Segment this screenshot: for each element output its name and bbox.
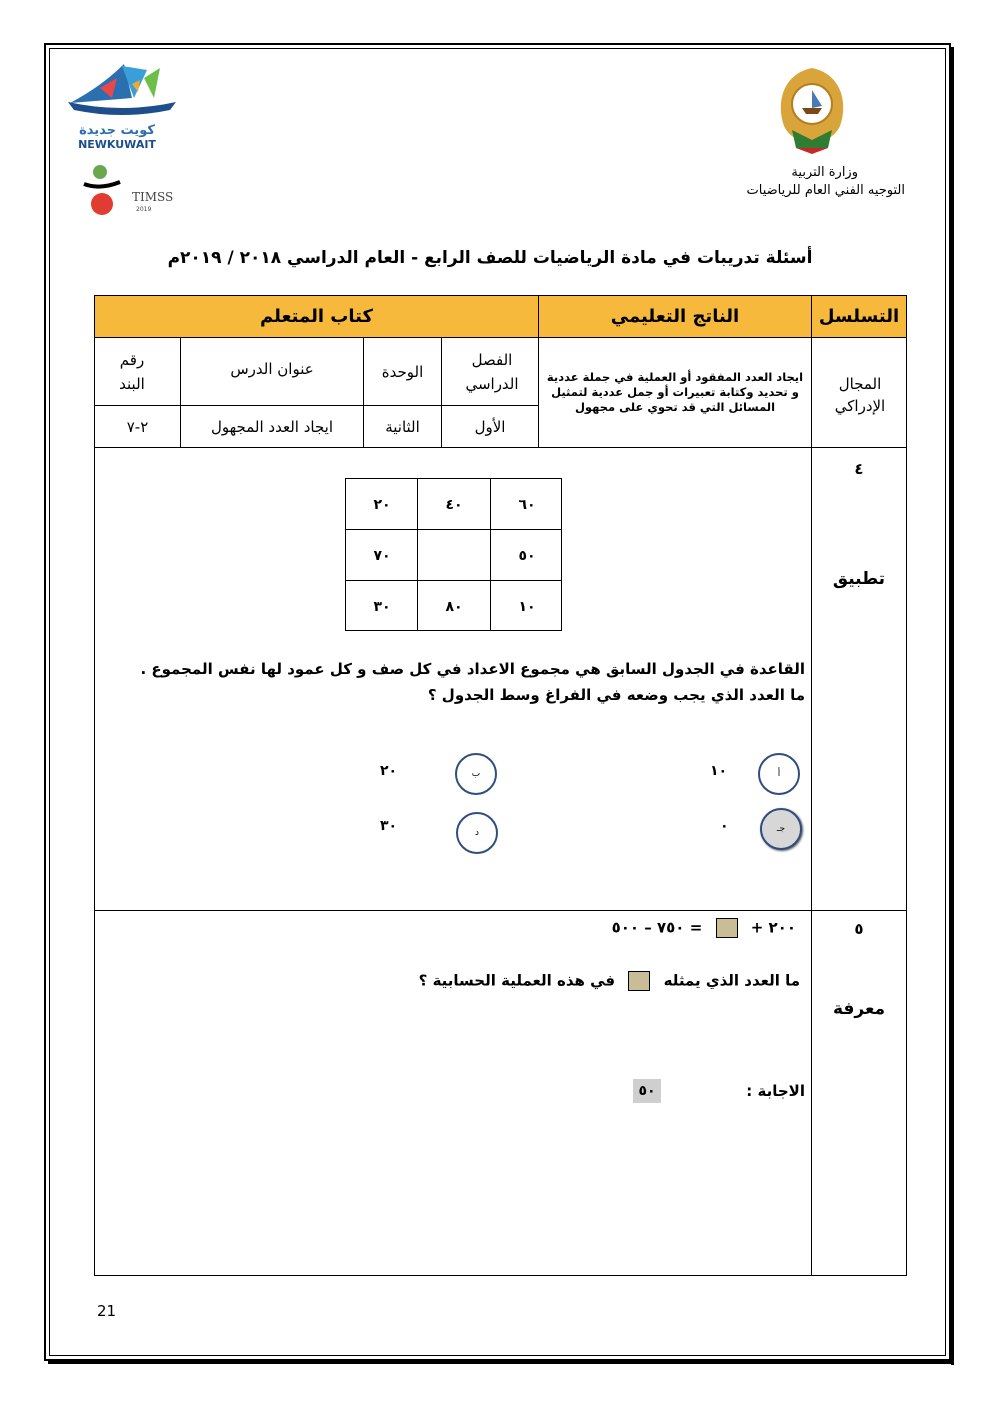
sum-grid-blank-cell [418, 530, 490, 581]
equation-left: ٢٠٠ + [750, 918, 796, 937]
choice-b-circle[interactable]: ب [455, 753, 497, 795]
sum-grid-cell: ٨٠ [445, 598, 463, 615]
frame-shadow-right [951, 47, 954, 1365]
sum-grid-cell: ٢٠ [373, 496, 391, 513]
sum-grid-cell: ٣٠ [373, 598, 391, 615]
choice-d-circle[interactable]: د [456, 812, 498, 854]
sum-grid-cell: ٦٠ [518, 496, 536, 513]
timss-figure-icon [80, 160, 130, 218]
new-kuwait-sail-icon [62, 58, 182, 120]
sum-grid-cell: ١٠ [518, 598, 536, 615]
item-value: ٢-٧ [126, 417, 149, 436]
table-line-q4-bottom [94, 910, 907, 911]
q4-text-line1: القاعدة في الجدول السابق هي مجموع الاعداد في كل صف و كل عمود لها نفس المجموع . [140, 660, 805, 678]
new-kuwait-arabic-text: كويت جديدة [79, 123, 155, 138]
header-sequence: التسلسل [818, 306, 900, 327]
choice-b-value: ٢٠ [380, 763, 398, 779]
table-line-sequence [811, 295, 812, 1276]
choice-c-circle[interactable]: جـ [760, 808, 802, 850]
timss-logo [80, 160, 180, 220]
q4-domain: تطبيق [832, 569, 886, 589]
choice-c-value: ٠ [720, 818, 729, 834]
q5-domain: معرفة [832, 999, 886, 1019]
answer-value: ٥٠ [633, 1079, 661, 1103]
header-outcome: الناتج التعليمي [610, 306, 740, 327]
q5-equation [536, 918, 796, 942]
q4-text-line2: ما العدد الذي يجب وضعه في الفراغ وسط الجدول ؟ [427, 686, 805, 704]
semester-value: الأول [474, 417, 506, 436]
q4-number: ٤ [854, 460, 864, 478]
q5-question-part1: ما العدد الذي يمثله [663, 971, 800, 990]
table-line-bottom [94, 1275, 907, 1276]
q5-number: ٥ [854, 920, 864, 938]
department-name: التوجيه الفني العام للرياضيات [746, 183, 905, 198]
kuwait-emblem [772, 64, 852, 156]
equation-right: = ٧٥٠ – ٥٠٠ [611, 918, 703, 937]
semester-label: الفصل الدراسي [465, 351, 519, 393]
unknown-box-icon [628, 971, 650, 991]
timss-year: 2019 [136, 206, 152, 213]
frame-shadow-bottom [48, 1361, 954, 1364]
new-kuwait-english-text: NEWKUWAIT [78, 138, 156, 151]
sum-grid-cell: ٥٠ [518, 547, 536, 564]
page-title: أسئلة تدريبات في مادة الرياضيات للصف الرابع - العام الدراسي ٢٠١٨ / ٢٠١٩م [167, 248, 813, 268]
lesson-value: ايجاد العدد المجهول [211, 417, 333, 436]
choice-a-circle[interactable]: أ [758, 753, 800, 795]
outcome-text: ايجاد العدد المفقود أو العملية في جملة عددية و تحديد وكتابة تعبيرات أو جمل عددية لتمثيل المسائل التي قد تحوي على مجهول [546, 369, 804, 414]
q5-question [380, 971, 800, 995]
choice-a-value: ١٠ [710, 763, 728, 779]
sum-grid-cell: ٧٠ [373, 547, 391, 564]
answer-label: الاجابة : [746, 1082, 805, 1100]
q5-question-part2: في هذه العملية الحسابية ؟ [418, 971, 616, 990]
table-line-info-bottom [94, 447, 907, 448]
new-kuwait-logo [62, 58, 182, 153]
lesson-label: عنوان الدرس [230, 360, 314, 378]
unit-label: الوحدة [381, 362, 424, 381]
kuwait-emblem-icon [772, 64, 852, 156]
header-book: كتاب المتعلم [260, 306, 373, 327]
cognitive-domain-label: المجال الإدراكي [834, 375, 886, 415]
timss-label: TIMSS [132, 190, 174, 204]
page-number: 21 [97, 1302, 117, 1320]
unit-value: الثانية [385, 417, 420, 436]
table-line-right [906, 295, 907, 1276]
choice-d-value: ٣٠ [380, 818, 398, 834]
ministry-name: وزارة التربية [791, 165, 858, 180]
unknown-box-icon [716, 918, 738, 938]
sum-grid [345, 478, 562, 631]
item-label: رقم البند [119, 351, 145, 393]
sum-grid-cell: ٤٠ [445, 496, 463, 513]
